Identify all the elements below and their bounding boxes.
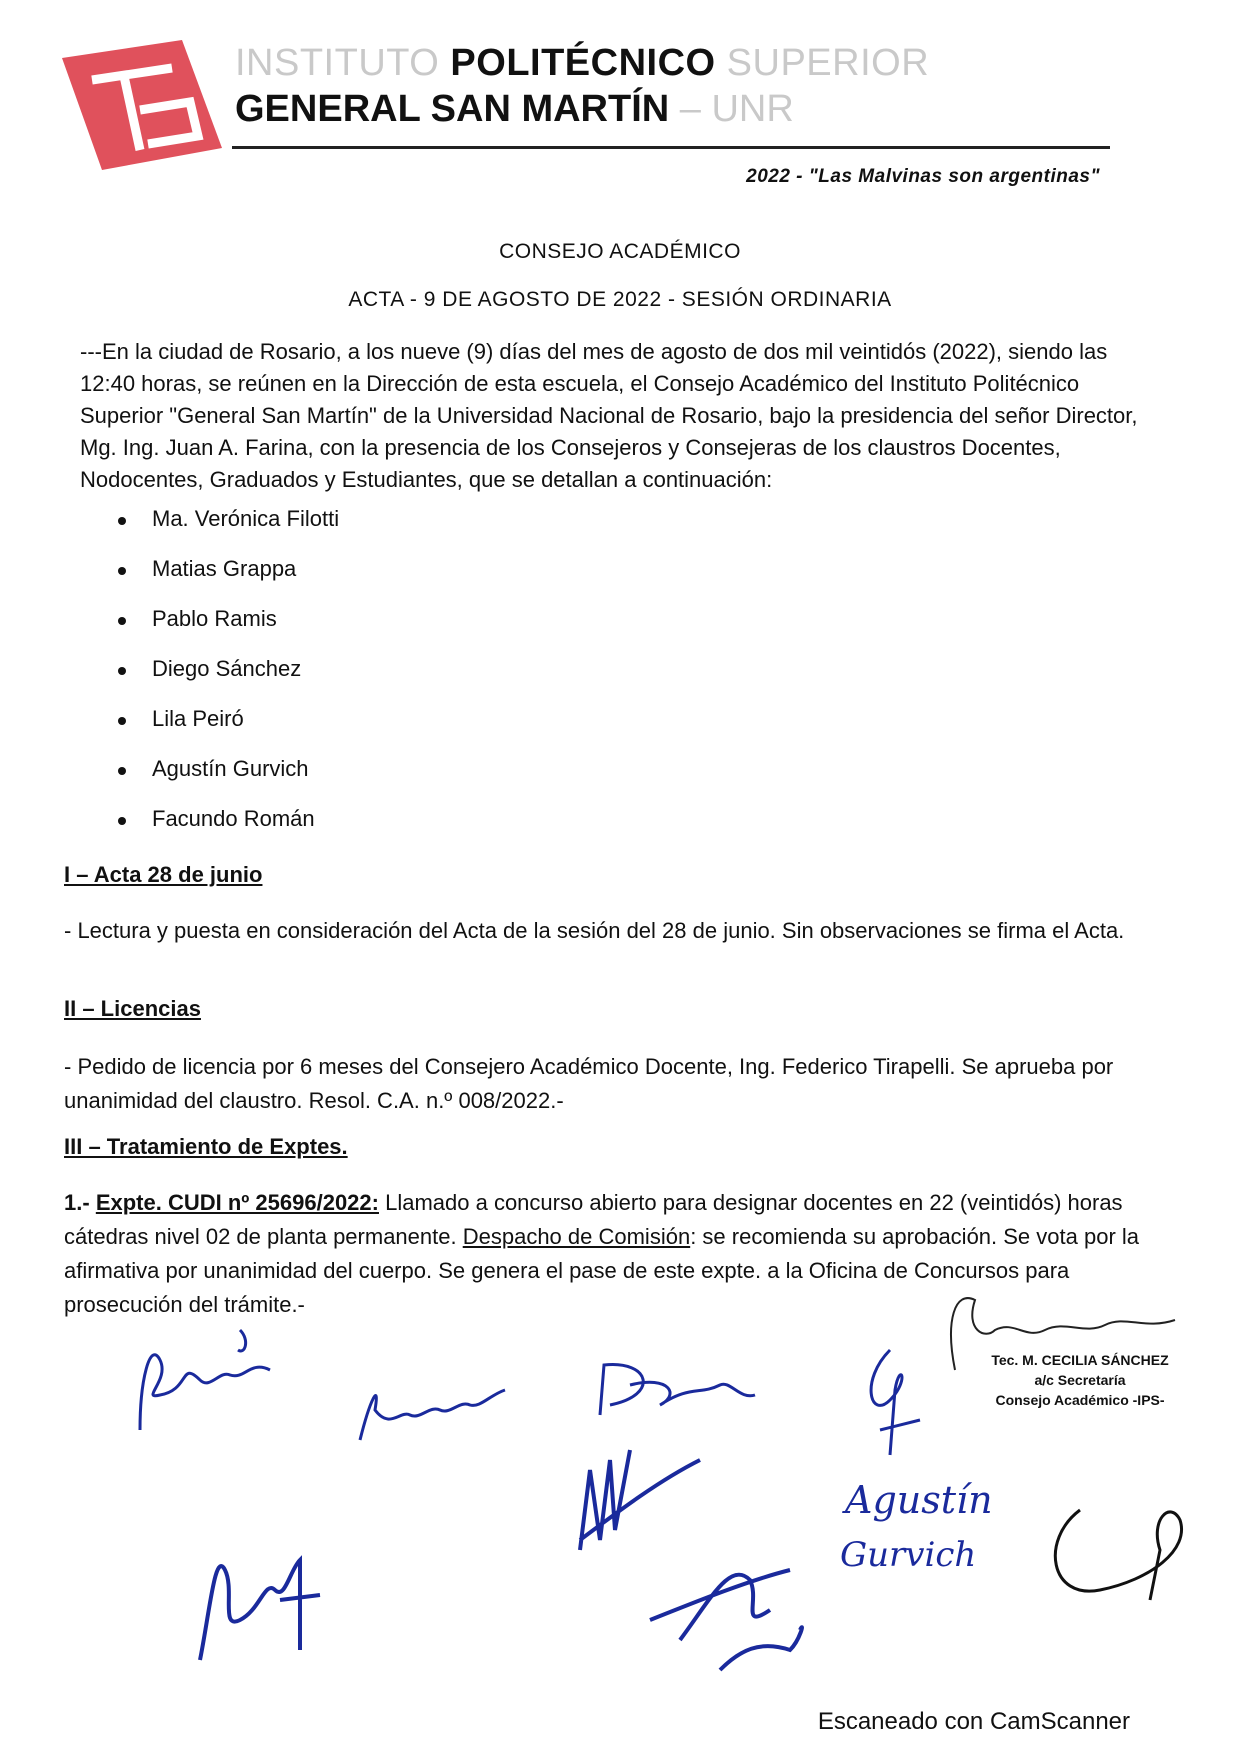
bullet-icon (118, 667, 126, 675)
institute-word: INSTITUTO (235, 42, 440, 84)
scanner-footer: Escaneado con CamScanner (817, 1708, 1130, 1735)
bullet-icon (118, 817, 126, 825)
institute-superior: SUPERIOR (726, 42, 930, 84)
institute-university: UNR (711, 88, 794, 130)
handwritten-gurvich: Gurvich (840, 1535, 977, 1575)
list-item (110, 656, 339, 706)
signature-8 (1040, 1490, 1200, 1610)
signature-secretary (935, 1280, 1185, 1380)
item-text-b: : se recomienda su aprobación. Se vota por la afirmativa por unanimidad del cuerpo. Se genera el pase de este expte. a la Oficina de Concursos para prosecución del trámite.- (64, 1224, 1140, 1317)
list-item (110, 756, 339, 806)
attendees-list (110, 506, 339, 856)
section-text-licencias: - Pedido de licencia por 6 meses del Consejero Académico Docente, Ing. Federico Tirapelli. Se aprueba por unanimidad del claustro. Resol. C.A. n.º 008/2022.- (64, 1054, 1114, 1113)
institute-separator: – (679, 88, 701, 130)
attendee-name: Facundo Román (152, 806, 315, 831)
item-text-a: Llamado a concurso abierto para designar docentes en 22 (veintidós) horas cátedras nivel 02 de planta permanente. (64, 1190, 1123, 1249)
attendee-name: Agustín Gurvich (152, 756, 309, 781)
section-heading-acta: I – Acta 28 de junio (64, 862, 263, 887)
signature-6 (640, 1540, 810, 1680)
handwritten-agustin: Agustín (845, 1478, 993, 1522)
institute-name: GENERAL SAN MARTÍN (235, 88, 670, 130)
bullet-icon (118, 567, 126, 575)
secretary-role: a/c Secretaría (1034, 1372, 1126, 1388)
council-title: CONSEJO ACADÉMICO (499, 240, 741, 263)
secretary-name: Tec. M. CECILIA SÁNCHEZ (991, 1352, 1169, 1368)
institute-title-line2 (235, 88, 794, 131)
list-item (110, 506, 339, 556)
institute-title-line1 (235, 42, 929, 85)
item-number: 1.- (64, 1190, 90, 1215)
attendee-name: Ma. Verónica Filotti (152, 506, 340, 531)
despacho-label: Despacho de Comisión (462, 1224, 691, 1249)
attendee-name: Lila Peiró (152, 706, 244, 731)
intro-paragraph: ---En la ciudad de Rosario, a los nueve (9) días del mes de agosto de dos mil veintidós (2022), siendo las 12:40 horas, se reúnen en la Dirección de esta escuela, el Consejo Académico del Instituto Politécnico Superior "General San Martín" de la Universidad Nacional de Rosario, bajo la presidencia del señor Director, Mg. Ing. Juan A. Farina, con la presencia de los Consejeros y Consejeras de los claustros Docentes, Nodocentes, Graduados y Estudiantes, que se detallan a continuación: (80, 339, 1138, 492)
section-text-acta: - Lectura y puesta en consideración del Acta de la sesión del 28 de junio. Sin observaciones se firma el Acta. (64, 918, 1125, 943)
bullet-icon (118, 767, 126, 775)
signature-2 (350, 1370, 510, 1450)
list-item (110, 706, 339, 756)
list-item (110, 806, 339, 856)
bullet-icon (118, 617, 126, 625)
secretary-body: Consejo Académico -IPS- (995, 1392, 1165, 1408)
expte-reference: Expte. CUDI nº 25696/2022: (95, 1190, 379, 1215)
bullet-icon (118, 517, 126, 525)
signature-5 (180, 1510, 330, 1670)
attendee-name: Diego Sánchez (152, 656, 302, 681)
institute-bold: POLITÉCNICO (450, 42, 716, 84)
institute-logo (62, 40, 222, 170)
act-title: ACTA - 9 DE AGOSTO DE 2022 - SESIÓN ORDINARIA (348, 288, 892, 311)
bullet-icon (118, 717, 126, 725)
attendee-name: Pablo Ramis (152, 606, 277, 631)
header-rule (232, 146, 1110, 149)
year-motto: 2022 - "Las Malvinas son argentinas" (746, 166, 1100, 187)
list-item (110, 606, 339, 656)
section-heading-licencias: II – Licencias (64, 996, 201, 1021)
attendee-name: Matias Grappa (152, 556, 297, 581)
section-heading-exptes: III – Tratamiento de Exptes. (64, 1134, 348, 1159)
signature-3 (590, 1355, 760, 1425)
signature-7 (850, 1340, 940, 1460)
signature-1 (130, 1320, 290, 1450)
list-item (110, 556, 339, 606)
